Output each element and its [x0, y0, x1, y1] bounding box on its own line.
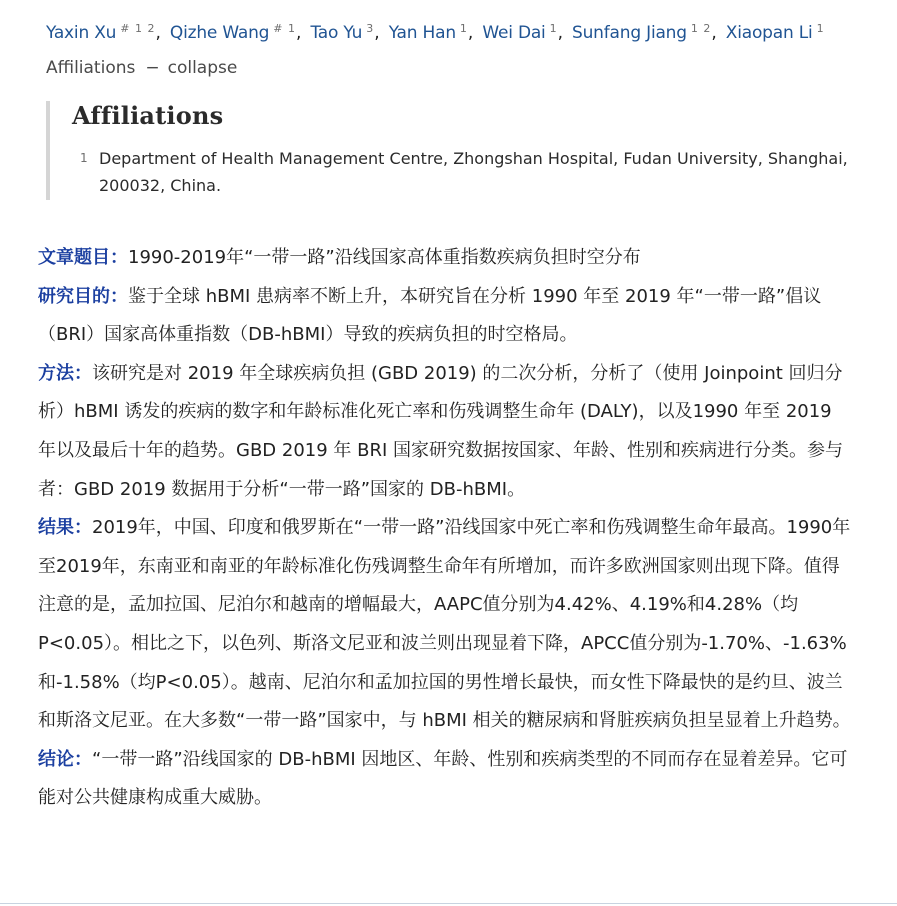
- author-separator: ,: [557, 23, 563, 43]
- affiliations-toggle-label: Affiliations: [46, 58, 136, 78]
- author-affiliation-refs[interactable]: 1: [549, 22, 558, 35]
- author-item: [170, 23, 296, 43]
- abstract-results-label: 结果：: [38, 517, 92, 539]
- affiliations-toggle-action: collapse: [167, 58, 238, 78]
- affiliations-panel: [46, 101, 846, 200]
- collapse-dash-icon: −: [145, 58, 160, 78]
- abstract-methods-text: 该研究是对 2019 年全球疾病负担 (GBD 2019) 的二次分析，分析了（使用 Joinpoint 回归分析）hBMI 诱发的疾病的数字和年龄标准化死亡率和伤残调整生命年 (DALY)，以及1990 年至 2019 年以及最后十年的趋势。GBD 2019 年 BRI 国家研究数据按国家、年龄、性别和疾病进行分类。参与者：GBD 2019 数据用于分析“一带一路”国家的 DB-hBMI。: [38, 362, 844, 500]
- author-affiliation-refs[interactable]: # 1: [273, 22, 296, 35]
- author-item: [482, 23, 557, 43]
- author-item: [46, 23, 155, 43]
- author-link[interactable]: Xiaopan Li: [725, 23, 813, 43]
- author-link[interactable]: Yaxin Xu: [46, 23, 117, 43]
- author-separator: ,: [155, 23, 161, 43]
- abstract-results-paragraph: [38, 509, 853, 741]
- author-affiliation-refs[interactable]: 3: [366, 22, 375, 35]
- abstract-title-label: 文章题目：: [38, 247, 128, 268]
- affiliation-text: Department of Health Management Centre, Zhongshan Hospital, Fudan University, Shanghai, 200032, China.: [99, 149, 848, 195]
- author-affiliation-refs[interactable]: # 1 2: [120, 22, 156, 35]
- affiliation-number: 1: [80, 151, 88, 165]
- author-link[interactable]: Qizhe Wang: [169, 23, 270, 43]
- abstract-conclusion-paragraph: [38, 741, 853, 818]
- author-separator: ,: [467, 23, 474, 43]
- abstract-conclusion-text: “一带一路”沿线国家的 DB-hBMI 因地区、年龄、性别和疾病类型的不同而存在显着差异。它可能对公共健康构成重大威胁。: [38, 748, 848, 809]
- abstract-objective-paragraph: [38, 278, 853, 355]
- author-separator: ,: [296, 23, 302, 43]
- author-link[interactable]: Yan Han: [388, 23, 456, 43]
- author-item: [310, 23, 374, 43]
- author-affiliation-refs[interactable]: 1 2: [690, 22, 712, 35]
- author-item: [726, 23, 825, 43]
- author-separator: ,: [711, 23, 717, 43]
- abstract-objective-label: 研究目的：: [38, 285, 128, 307]
- page-bottom-divider: [0, 903, 897, 904]
- author-link[interactable]: Wei Dai: [482, 23, 546, 43]
- abstract-objective-text: 鉴于全球 hBMI 患病率不断上升，本研究旨在分析 1990 年至 2019 年“一带一路”倡议（BRI）国家高体重指数（DB-hBMI）导致的疾病负担的时空格局。: [38, 285, 822, 346]
- abstract-title-text: 1990-2019年“一带一路”沿线国家高体重指数疾病负担时空分布: [128, 247, 641, 268]
- author-link[interactable]: Sunfang Jiang: [572, 23, 687, 43]
- author-item: [389, 23, 468, 43]
- affiliations-heading: Affiliations: [72, 101, 224, 130]
- abstract-conclusion-label: 结论：: [38, 748, 92, 770]
- abstract-title-paragraph: [38, 239, 853, 278]
- author-affiliation-refs[interactable]: 1: [816, 22, 825, 35]
- author-list: [46, 16, 886, 46]
- author-item: [572, 23, 711, 43]
- affiliations-toggle[interactable]: [46, 58, 237, 78]
- abstract-methods-label: 方法：: [38, 362, 92, 384]
- author-affiliation-refs[interactable]: 1: [459, 22, 468, 35]
- abstract-results-text: 2019年，中国、印度和俄罗斯在“一带一路”沿线国家中死亡率和伤残调整生命年最高。1990年至2019年，东南亚和南亚的年龄标准化伤残调整生命年有所增加，而许多欧洲国家则出现下降。值得注意的是，孟加拉国、尼泊尔和越南的增幅最大，AAPC值分别为4.42%、4.19%和4.28%（均P<0.05）。相比之下，以色列、斯洛文尼亚和波兰则出现显着下降，APCC值分别为-1.70%、-1.63%和-1.58%（均P<0.05）。越南、尼泊尔和孟加拉国的男性增长最快，而女性下降最快的是约旦、波兰和斯洛文尼亚。在大多数“一带一路”国家中，与 hBMI 相关的糖尿病和肾脏疾病负担呈显着上升趋势。: [38, 517, 851, 732]
- author-separator: ,: [374, 23, 380, 43]
- chinese-abstract: [38, 239, 853, 818]
- author-link[interactable]: Tao Yu: [310, 23, 363, 43]
- abstract-methods-paragraph: [38, 355, 853, 509]
